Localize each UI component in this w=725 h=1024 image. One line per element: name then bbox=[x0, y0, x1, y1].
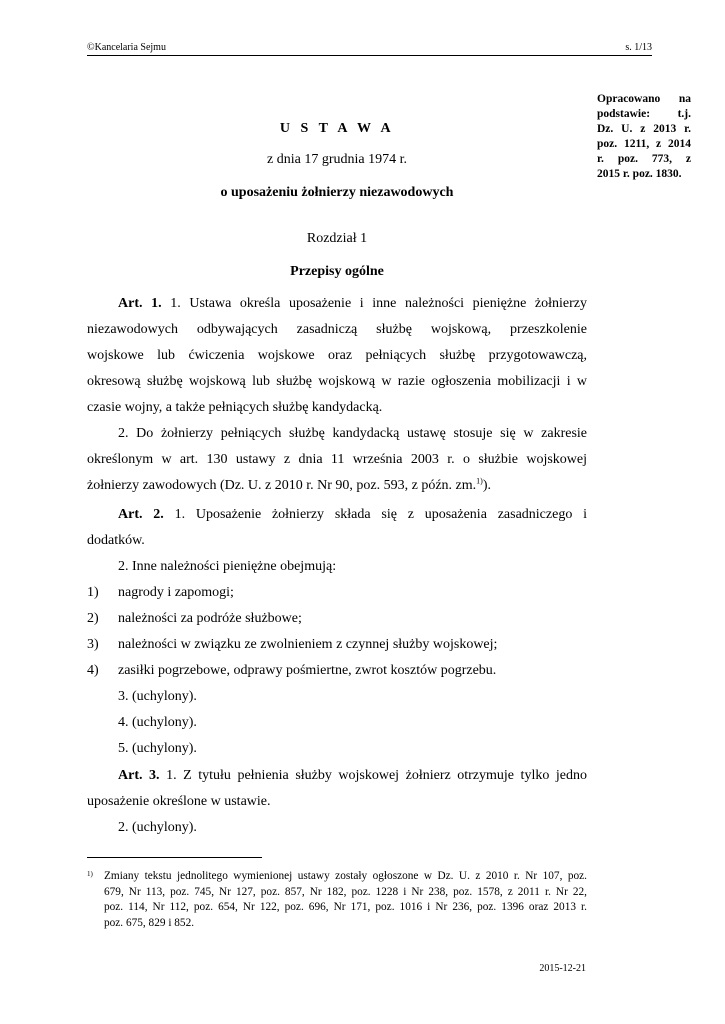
article-3-line: 2. (uchylony). bbox=[118, 820, 197, 835]
article-1-label: Art. 1. bbox=[118, 296, 162, 311]
source-line: Dz. U. z 2013 r. bbox=[597, 123, 691, 135]
list-item: 2) należności za podróże służbowe; bbox=[87, 611, 302, 626]
article-1-line: 2. Do żołnierzy pełniących służbę kandydacką ustawę stosuje się w zakresie bbox=[118, 426, 587, 441]
page-number: s. 1/13 bbox=[625, 42, 652, 53]
article-2-line: 5. (uchylony). bbox=[118, 741, 197, 756]
source-line: poz. 1211, z 2014 bbox=[597, 138, 691, 150]
article-1-line: okresową służbę wojskową lub służbę wojskową w razie ogłoszenia mobilizacji i w bbox=[87, 374, 587, 389]
footer-date: 2015-12-21 bbox=[539, 963, 586, 974]
source-line: Opracowano na bbox=[597, 93, 691, 105]
article-2-label: Art. 2. bbox=[118, 507, 164, 522]
chapter-number: Rozdział 1 bbox=[306, 231, 368, 246]
source-line: r. poz. 773, z bbox=[597, 153, 691, 165]
article-1-line: niezawodowych odbywających zasadniczą służbę wojskową, przeszkolenie bbox=[87, 322, 587, 337]
document-subject: o uposażeniu żołnierzy niezawodowych bbox=[220, 185, 454, 200]
footnote-ref[interactable]: 1) bbox=[476, 476, 483, 486]
article-2-line: 3. (uchylony). bbox=[118, 689, 197, 704]
source-line: podstawie: t.j. bbox=[597, 108, 691, 120]
article-2 bbox=[87, 502, 587, 762]
article-2-line: Art. 2. 1. Uposażenie żołnierzy składa się z uposażenia zasadniczego i bbox=[118, 507, 588, 522]
footnote-mark: 1) bbox=[87, 870, 93, 878]
footnote-rule bbox=[87, 857, 262, 858]
article-3-line: Art. 3. 1. Z tytułu pełnienia służby wojskowej żołnierz otrzymuje tylko jedno bbox=[118, 768, 587, 783]
list-item: 3) należności w związku ze zwolnieniem z czynnej służby wojskowej; bbox=[87, 637, 498, 652]
article-2-line: 4. (uchylony). bbox=[118, 715, 197, 730]
chapter-title: Przepisy ogólne bbox=[290, 264, 384, 279]
article-3-label: Art. 3. bbox=[118, 768, 160, 783]
article-2-line: dodatków. bbox=[87, 533, 145, 548]
source-note bbox=[597, 92, 691, 182]
footnote bbox=[87, 869, 587, 931]
article-1-line: żołnierzy zawodowych (Dz. U. z 2010 r. Nr 90, poz. 593, z późn. zm.$^{1)}$). bbox=[87, 476, 492, 493]
footnote-line: 1) Zmiany tekstu jednolitego wymienionej ustawy zostały ogłoszone w Dz. U. z 2010 r. Nr 107, poz. bbox=[87, 869, 587, 885]
list-item: 1) nagrody i zapomogi; bbox=[87, 585, 234, 600]
list-item: 4) zasiłki pogrzebowe, odprawy pośmiertne, zwrot kosztów pogrzebu. bbox=[87, 663, 497, 678]
article-3 bbox=[87, 763, 587, 841]
article-1-line: określonym w art. 130 ustawy z dnia 11 września 2003 r. o służbie wojskowej bbox=[87, 452, 587, 467]
header-rule bbox=[87, 55, 652, 56]
footnote-line: 679, Nr 113, poz. 745, Nr 127, poz. 857, Nr 182, poz. 1228 i Nr 238, poz. 1578, z 2011 r. Nr 22, bbox=[104, 885, 587, 898]
document-title: U S T A W A bbox=[279, 121, 395, 136]
article-1-line: Art. 1. 1. Ustawa określa uposażenie i inne należności pieniężne żołnierzy bbox=[118, 296, 587, 311]
document-date: z dnia 17 grudnia 1974 r. bbox=[267, 152, 407, 167]
footnote-line: poz. 114, Nr 112, poz. 654, Nr 122, poz. 696, Nr 171, poz. 1016 i Nr 236, poz. 1396 oraz 2013 r. bbox=[104, 901, 587, 913]
article-1-line: wojskowe lub ćwiczenia wojskowe oraz pełniących służbę przygotowawczą, bbox=[87, 348, 587, 363]
article-3-line: uposażenie określone w ustawie. bbox=[87, 794, 271, 809]
footnote-line: poz. 675, 829 i 852. bbox=[104, 916, 195, 929]
header-left: ©Kancelaria Sejmu bbox=[87, 42, 166, 53]
article-1-line: czasie wojny, a także pełniących służbę kandydacką. bbox=[87, 400, 383, 415]
article-1 bbox=[87, 291, 587, 499]
source-line: 2015 r. poz. 1830. bbox=[597, 168, 682, 180]
article-2-line: 2. Inne należności pieniężne obejmują: bbox=[118, 559, 337, 574]
